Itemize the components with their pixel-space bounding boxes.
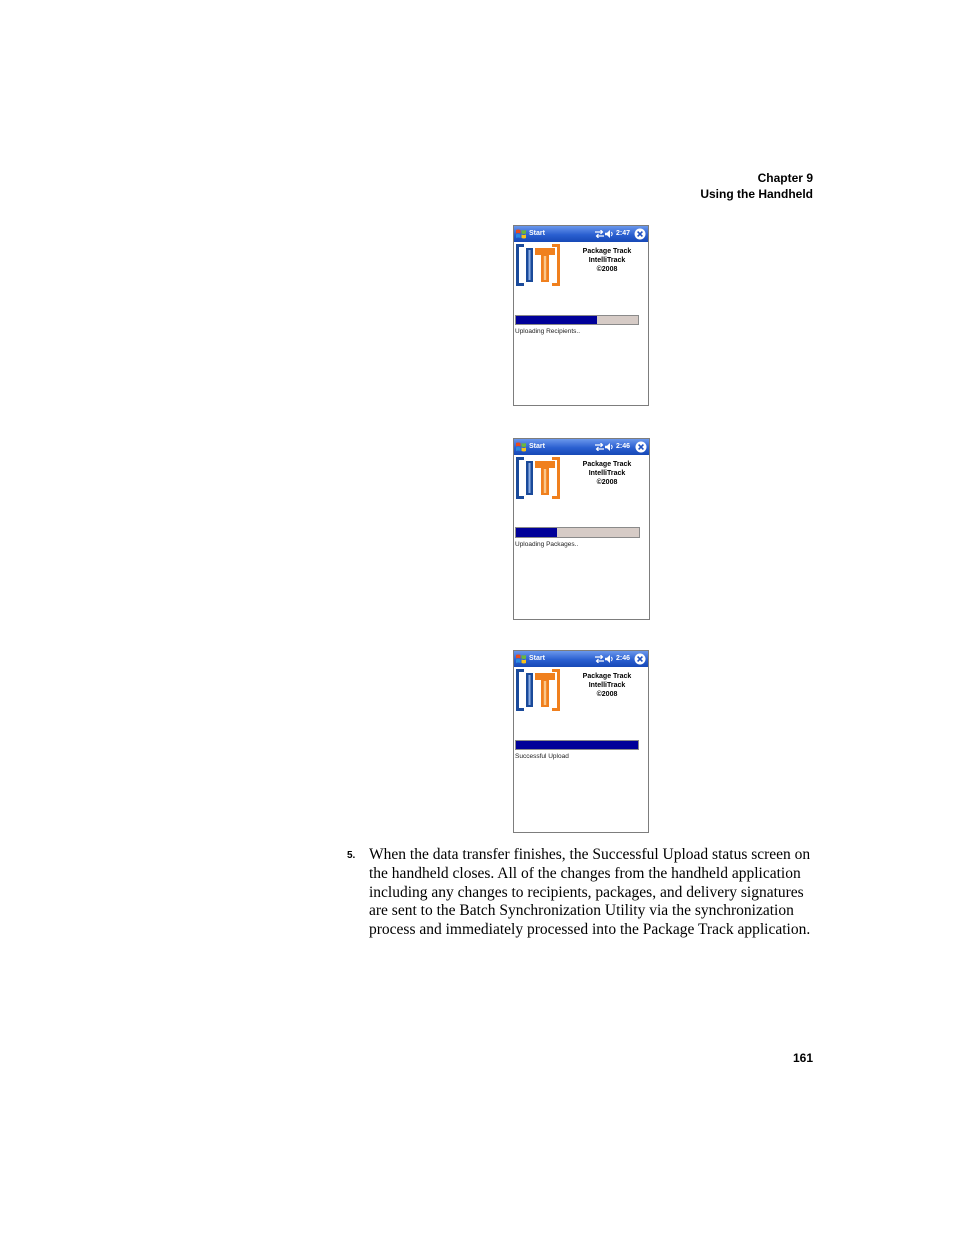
title-bar xyxy=(514,226,648,242)
copyright: ©2008 xyxy=(596,266,618,273)
app-subtitle: IntelliTrack xyxy=(588,682,626,689)
start-label: Start xyxy=(529,443,545,450)
app-info xyxy=(566,460,648,487)
speaker-icon xyxy=(605,230,614,238)
paragraph-line: When the data transfer finishes, the Successful Upload status screen on xyxy=(369,846,811,863)
paragraph-line: including any changes to recipients, packages, and delivery signatures xyxy=(369,883,804,901)
windows-flag-icon xyxy=(515,228,527,240)
sync-icon xyxy=(595,443,604,451)
app-info xyxy=(566,672,648,699)
start-label: Start xyxy=(529,230,545,237)
speaker-icon xyxy=(605,443,614,451)
copyright: ©2008 xyxy=(596,479,618,486)
upload-progress-bar xyxy=(515,740,639,750)
chapter-heading: Chapter 9 xyxy=(757,171,813,185)
windows-flag-icon xyxy=(515,653,527,665)
app-subtitle: IntelliTrack xyxy=(588,470,626,477)
intellitrack-logo xyxy=(515,243,561,287)
upload-progress-bar xyxy=(515,315,639,325)
clock-time: 2:46 xyxy=(616,443,631,450)
upload-progress-bar xyxy=(515,527,640,538)
app-title: Package Track xyxy=(582,248,632,255)
title-bar xyxy=(514,651,648,667)
copyright: ©2008 xyxy=(596,691,618,698)
app-title: Package Track xyxy=(582,461,632,468)
status-text: Uploading Packages.. xyxy=(515,541,579,548)
progress-fill xyxy=(516,528,557,537)
handheld-screenshot-uploading-packages xyxy=(513,438,650,620)
paragraph-line: are sent to the Batch Synchronization Utility via the synchronization xyxy=(369,902,794,920)
clock-time: 2:46 xyxy=(616,655,631,662)
step-paragraph xyxy=(369,846,810,940)
app-subtitle: IntelliTrack xyxy=(588,257,626,264)
progress-fill xyxy=(516,741,638,749)
page-number: 161 xyxy=(792,1051,813,1065)
section-heading: Using the Handheld xyxy=(700,187,813,201)
speaker-icon xyxy=(605,655,614,663)
handheld-screenshot-successful-upload xyxy=(513,650,649,833)
sync-icon xyxy=(595,655,604,663)
title-bar xyxy=(514,439,649,455)
paragraph-line: the handheld closes. All of the changes from the handheld application xyxy=(369,864,801,882)
paragraph-line: process and immediately processed into the Package Track application. xyxy=(369,921,811,938)
app-title: Package Track xyxy=(582,673,632,680)
start-label: Start xyxy=(529,655,545,662)
intellitrack-logo xyxy=(515,668,561,712)
close-icon xyxy=(634,653,646,665)
close-icon xyxy=(635,441,647,453)
handheld-screenshot-uploading-recipients xyxy=(513,225,649,406)
app-info xyxy=(566,247,648,274)
clock-time: 2:47 xyxy=(616,230,631,237)
intellitrack-logo xyxy=(515,456,561,500)
progress-fill xyxy=(516,316,597,324)
status-text: Successful Upload xyxy=(515,753,569,760)
close-icon xyxy=(634,228,646,240)
status-text: Uploading Recipients.. xyxy=(515,328,581,335)
step-number: 5. xyxy=(347,850,356,861)
windows-flag-icon xyxy=(515,441,527,453)
sync-icon xyxy=(595,230,604,238)
